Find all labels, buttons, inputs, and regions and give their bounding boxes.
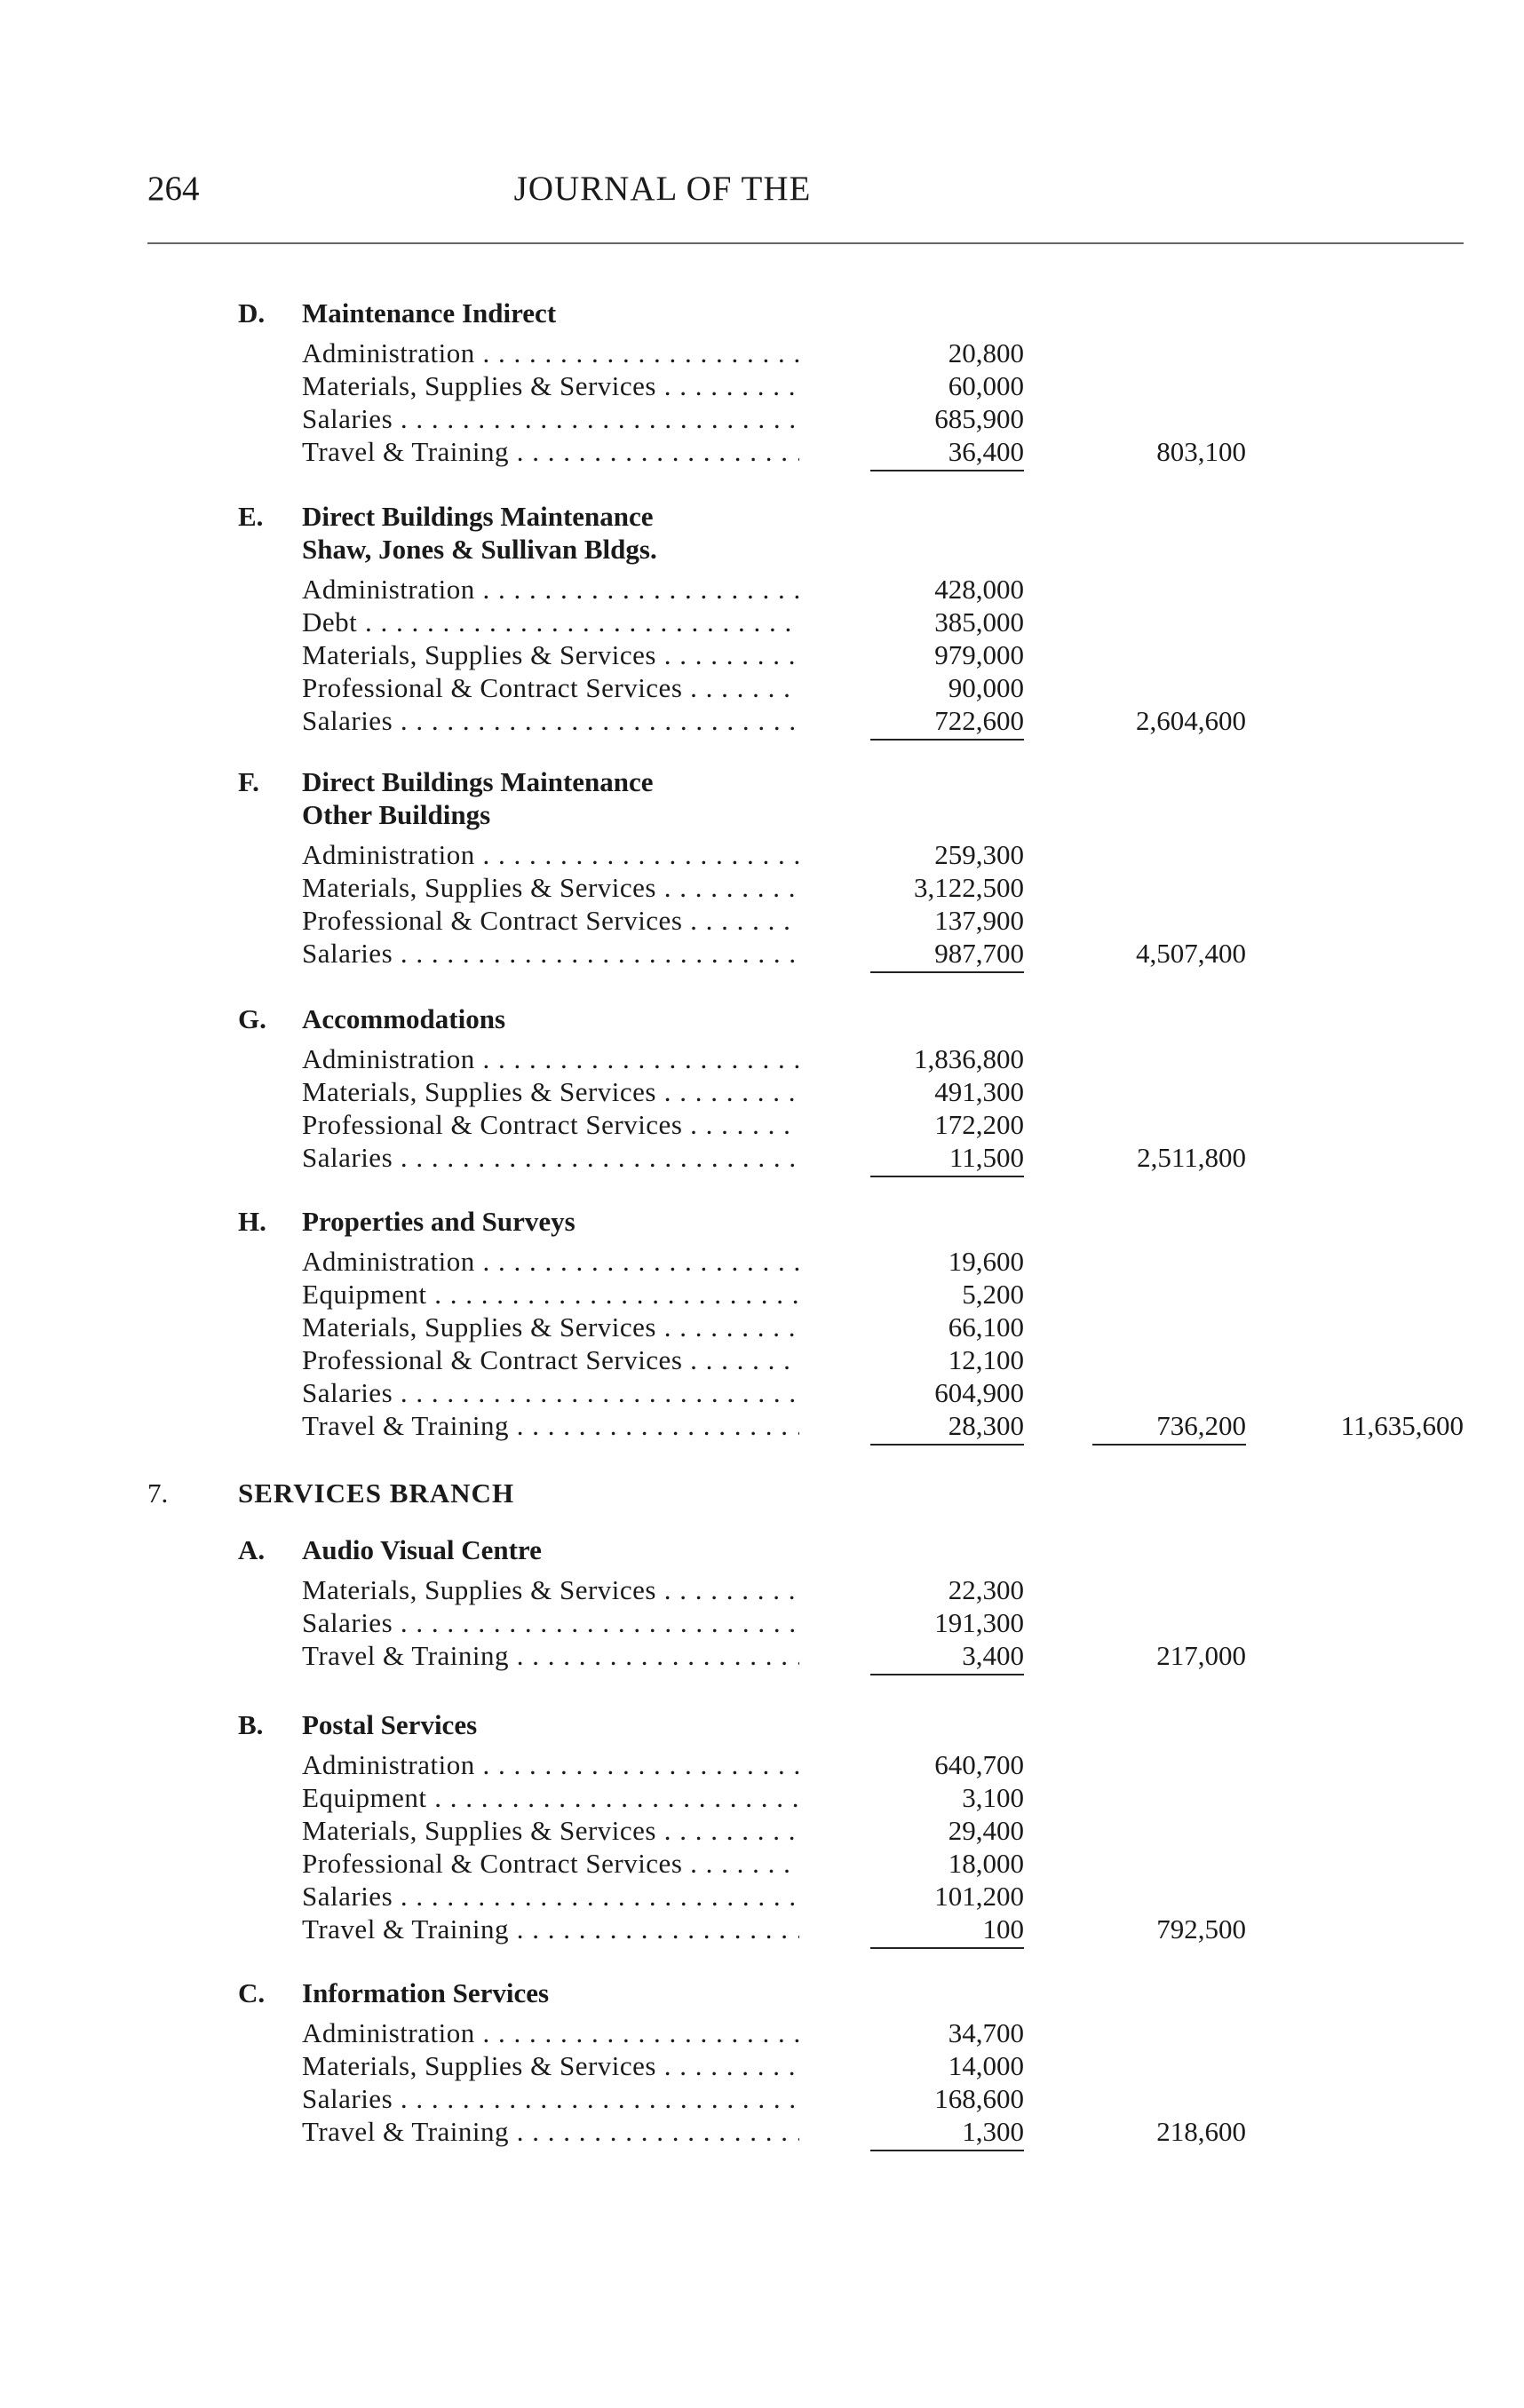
line-item-amount: 1,300 xyxy=(870,2116,1024,2151)
line-item-label: Materials, Supplies & Services . . . xyxy=(302,1574,799,1606)
line-item-amount: 1,836,800 xyxy=(914,1043,1024,1074)
line-item-label: Professional & Contract Services . . . xyxy=(302,1848,799,1880)
section-heading: Direct Buildings Maintenance xyxy=(302,766,654,797)
line-item-label: Professional & Contract Services . . . xyxy=(302,672,799,704)
line-item-amount: 12,100 xyxy=(948,1344,1024,1375)
line-item-label: Travel & Training . . . xyxy=(302,1913,799,1945)
line-item-label: Materials, Supplies & Services . . . xyxy=(302,872,799,904)
section-heading: Shaw, Jones & Sullivan Bldgs. xyxy=(302,534,657,565)
line-item-amount: 90,000 xyxy=(948,672,1024,703)
line-item-label: Professional & Contract Services . . . xyxy=(302,1109,799,1141)
line-item-amount: 66,100 xyxy=(948,1311,1024,1343)
section-subtotal: 2,511,800 xyxy=(1137,1142,1246,1173)
line-item-label: Materials, Supplies & Services . . . xyxy=(302,1815,799,1847)
line-item-label: Administration . . . xyxy=(302,574,799,606)
line-item-amount: 3,400 xyxy=(870,1640,1024,1675)
line-item-label: Professional & Contract Services . . . xyxy=(302,905,799,937)
section-heading: Information Services xyxy=(302,1977,550,2008)
line-item-label: Equipment . . . xyxy=(302,1279,799,1311)
line-item-amount: 3,122,500 xyxy=(914,872,1024,903)
line-item-label: Travel & Training . . . xyxy=(302,1640,799,1672)
line-item-label: Materials, Supplies & Services . . . xyxy=(302,1311,799,1343)
line-item-amount: 604,900 xyxy=(934,1377,1024,1408)
line-item-label: Administration . . . xyxy=(302,839,799,871)
line-item-label: Salaries . . . xyxy=(302,1881,799,1913)
line-item-label: Administration . . . xyxy=(302,1749,799,1781)
section-subtotal: 4,507,400 xyxy=(1136,938,1246,969)
section-heading: Other Buildings xyxy=(302,799,491,830)
line-item-amount: 640,700 xyxy=(934,1749,1024,1780)
line-item-label: Materials, Supplies & Services . . . xyxy=(302,370,799,402)
line-item-label: Salaries . . . xyxy=(302,705,799,737)
line-item-amount: 36,400 xyxy=(870,436,1024,471)
section-letter: B. xyxy=(238,1709,264,1740)
line-item-label: Salaries . . . xyxy=(302,403,799,435)
line-item-amount: 137,900 xyxy=(934,905,1024,936)
line-item-amount: 172,200 xyxy=(934,1109,1024,1140)
line-item-label: Salaries . . . xyxy=(302,2083,799,2115)
section-letter: C. xyxy=(238,1977,266,2008)
section-subtotal: 218,600 xyxy=(1156,2116,1246,2147)
line-item-label: Travel & Training . . . xyxy=(302,1410,799,1442)
line-item-label: Materials, Supplies & Services . . . xyxy=(302,2050,799,2082)
line-item-amount: 685,900 xyxy=(934,403,1024,434)
section-heading: Audio Visual Centre xyxy=(302,1534,542,1565)
line-item-label: Salaries . . . xyxy=(302,1607,799,1639)
section-subtotal: 217,000 xyxy=(1156,1640,1246,1671)
running-title: JOURNAL OF THE xyxy=(513,170,812,208)
section-letter: E. xyxy=(238,501,264,532)
branch-title: SERVICES BRANCH xyxy=(238,1477,515,1509)
line-item-label: Professional & Contract Services . . . xyxy=(302,1344,799,1376)
section-subtotal: 792,500 xyxy=(1156,1913,1246,1945)
line-item-label: Administration . . . xyxy=(302,1043,799,1075)
line-item-label: Materials, Supplies & Services . . . xyxy=(302,1076,799,1108)
line-item-amount: 385,000 xyxy=(934,606,1024,638)
line-item-amount: 722,600 xyxy=(870,705,1024,741)
section-letter: A. xyxy=(238,1534,266,1565)
line-item-amount: 29,400 xyxy=(948,1815,1024,1846)
section-subtotal: 2,604,600 xyxy=(1136,705,1246,736)
line-item-amount: 168,600 xyxy=(934,2083,1024,2114)
section-letter: H. xyxy=(238,1206,266,1237)
section-letter: D. xyxy=(238,297,266,329)
section-heading: Postal Services xyxy=(302,1709,478,1740)
line-item-amount: 20,800 xyxy=(948,337,1024,368)
line-item-label: Travel & Training . . . xyxy=(302,2116,799,2148)
line-item-label: Administration . . . xyxy=(302,337,799,369)
line-item-label: Administration . . . xyxy=(302,1246,799,1278)
line-item-amount: 259,300 xyxy=(934,839,1024,870)
line-item-amount: 979,000 xyxy=(934,639,1024,670)
section-letter: F. xyxy=(238,766,259,797)
line-item-amount: 100 xyxy=(870,1913,1024,1949)
branch-number: 7. xyxy=(147,1477,169,1509)
line-item-amount: 34,700 xyxy=(948,2017,1024,2048)
section-heading: Direct Buildings Maintenance xyxy=(302,501,654,532)
line-item-label: Equipment . . . xyxy=(302,1782,799,1814)
section-heading: Accommodations xyxy=(302,1003,506,1034)
line-item-label: Travel & Training . . . xyxy=(302,436,799,468)
line-item-amount: 491,300 xyxy=(934,1076,1024,1107)
line-item-amount: 22,300 xyxy=(948,1574,1024,1605)
line-item-amount: 28,300 xyxy=(870,1410,1024,1446)
line-item-amount: 5,200 xyxy=(962,1279,1024,1310)
section-subtotal: 803,100 xyxy=(1156,436,1246,467)
line-item-amount: 191,300 xyxy=(934,1607,1024,1638)
line-item-amount: 3,100 xyxy=(962,1782,1024,1813)
section-heading: Maintenance Indirect xyxy=(302,297,557,329)
section-subtotal: 736,200 xyxy=(1092,1410,1246,1446)
line-item-label: Materials, Supplies & Services . . . xyxy=(302,639,799,671)
line-item-label: Salaries . . . xyxy=(302,1142,799,1174)
line-item-label: Debt . . . xyxy=(302,606,799,638)
page-number: 264 xyxy=(147,170,200,208)
line-item-amount: 18,000 xyxy=(948,1848,1024,1879)
line-item-label: Salaries . . . xyxy=(302,938,799,970)
line-item-amount: 11,500 xyxy=(870,1142,1024,1177)
line-item-amount: 14,000 xyxy=(948,2050,1024,2081)
line-item-amount: 987,700 xyxy=(870,938,1024,973)
line-item-amount: 428,000 xyxy=(934,574,1024,605)
section-letter: G. xyxy=(238,1003,266,1034)
line-item-amount: 19,600 xyxy=(948,1246,1024,1277)
line-item-label: Administration . . . xyxy=(302,2017,799,2049)
branch-total: 11,635,600 xyxy=(1340,1410,1464,1441)
line-item-amount: 101,200 xyxy=(934,1881,1024,1912)
line-item-label: Salaries . . . xyxy=(302,1377,799,1409)
line-item-amount: 60,000 xyxy=(948,370,1024,401)
section-heading: Properties and Surveys xyxy=(302,1206,575,1237)
